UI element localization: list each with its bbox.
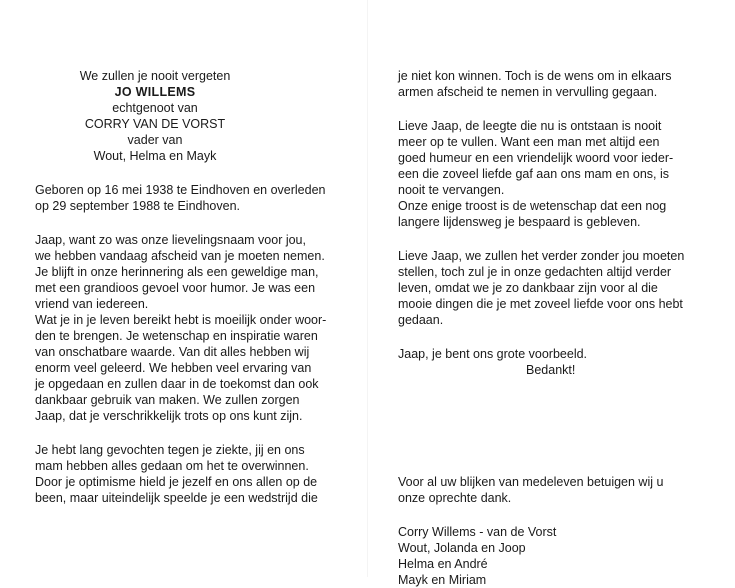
text-line: we hebben vandaag afscheid van je moeten nemen. — [35, 249, 325, 263]
card-fold-line — [367, 0, 368, 577]
text-line: Wat je in je leven bereikt hebt is moeilijk onder woor- — [35, 313, 327, 327]
text-line: onze oprechte dank. — [398, 491, 512, 505]
text-line: Lieve Jaap, de leegte die nu is ontstaan is nooit — [398, 119, 662, 133]
text-line: goed humeur en een vriendelijk woord voor ieder- — [398, 151, 674, 165]
closing-block — [398, 346, 698, 378]
signatures-block — [398, 524, 698, 588]
text-line: een die zoveel liefde gaf aan ons mam en ons, is — [398, 167, 670, 181]
text-line: leven, omdat we je zo dankbaar zijn voor al die — [398, 281, 658, 295]
birth-line-2: op 29 september 1988 te Eindhoven. — [35, 199, 241, 213]
text-line: den te brengen. Je wetenschap en inspiratie waren — [35, 329, 318, 343]
text-line: mam hebben alles gedaan om het te overwinnen. — [35, 459, 309, 473]
thanks-line: Bedankt! — [526, 363, 576, 377]
text-line: stellen, toch zul je in onze gedachten altijd verder — [398, 265, 672, 279]
text-line: meer op te vullen. Want een man met altijd een — [398, 135, 660, 149]
intro-line: We zullen je nooit vergeten — [79, 69, 231, 83]
text-line: nooit te vervangen. — [398, 183, 505, 197]
spouse-label: echtgenoot van — [112, 101, 198, 115]
text-line: je opgedaan en zullen daar in de toekomst dan ook — [35, 377, 319, 391]
tribute-paragraph-2 — [35, 442, 335, 506]
text-line: mooie dingen die je met zoveel liefde voor ons hebt — [398, 297, 683, 311]
text-line: Je blijft in onze herinnering als een geweldige man, — [35, 265, 319, 279]
text-line: van onschatbare waarde. Van dit alles hebben wij — [35, 345, 310, 359]
text-line: Je hebt lang gevochten tegen je ziekte, jij en ons — [35, 443, 305, 457]
tribute-paragraph-3 — [398, 68, 698, 100]
spouse-name: CORRY VAN DE VORST — [84, 117, 226, 131]
text-line: Jaap, want zo was onze lievelingsnaam voor jou, — [35, 233, 306, 247]
right-column — [398, 68, 698, 588]
birth-line-1: Geboren op 16 mei 1938 te Eindhoven en overleden — [35, 183, 326, 197]
signature-line: Helma en André — [398, 557, 488, 571]
tribute-paragraph-4 — [398, 118, 698, 230]
text-line: dankbaar gebruik van maken. We zullen zorgen — [35, 393, 300, 407]
text-line: met een grandioos gevoel voor humor. Je was een — [35, 281, 316, 295]
signature-line: Corry Willems - van de Vorst — [398, 525, 557, 539]
text-line: langere lijdensweg je bespaard is gebleven. — [398, 215, 641, 229]
text-line: Onze enige troost is de wetenschap dat een nog — [398, 199, 667, 213]
signature-line: Wout, Jolanda en Joop — [398, 541, 526, 555]
text-line: been, maar uiteindelijk speelde je een wedstrijd die — [35, 491, 318, 505]
tribute-paragraph-5 — [398, 248, 698, 328]
text-line: Door je optimisme hield je jezelf en ons allen op de — [35, 475, 318, 489]
birth-death-block — [35, 182, 335, 214]
children-names: Wout, Helma en Mayk — [93, 149, 217, 163]
closing-line: Jaap, je bent ons grote voorbeeld. — [398, 347, 588, 361]
text-line: vriend van iedereen. — [35, 297, 149, 311]
text-line: enorm veel geleerd. We hebben veel ervaring van — [35, 361, 312, 375]
left-column — [35, 68, 335, 506]
tribute-paragraph-1 — [35, 232, 335, 424]
signature-line: Mayk en Miriam — [398, 573, 487, 587]
text-line: armen afscheid te nemen in vervulling gegaan. — [398, 85, 658, 99]
text-line: Voor al uw blijken van medeleven betuigen wij u — [398, 475, 664, 489]
text-line: Lieve Jaap, we zullen het verder zonder jou moeten — [398, 249, 685, 263]
text-line: Jaap, dat je verschrikkelijk trots op ons kunt zijn. — [35, 409, 303, 423]
father-label: vader van — [127, 133, 183, 147]
deceased-name: JO WILLEMS — [114, 85, 196, 99]
gratitude-block — [398, 474, 698, 506]
text-line: je niet kon winnen. Toch is de wens om in elkaars — [398, 69, 672, 83]
text-line: gedaan. — [398, 313, 444, 327]
